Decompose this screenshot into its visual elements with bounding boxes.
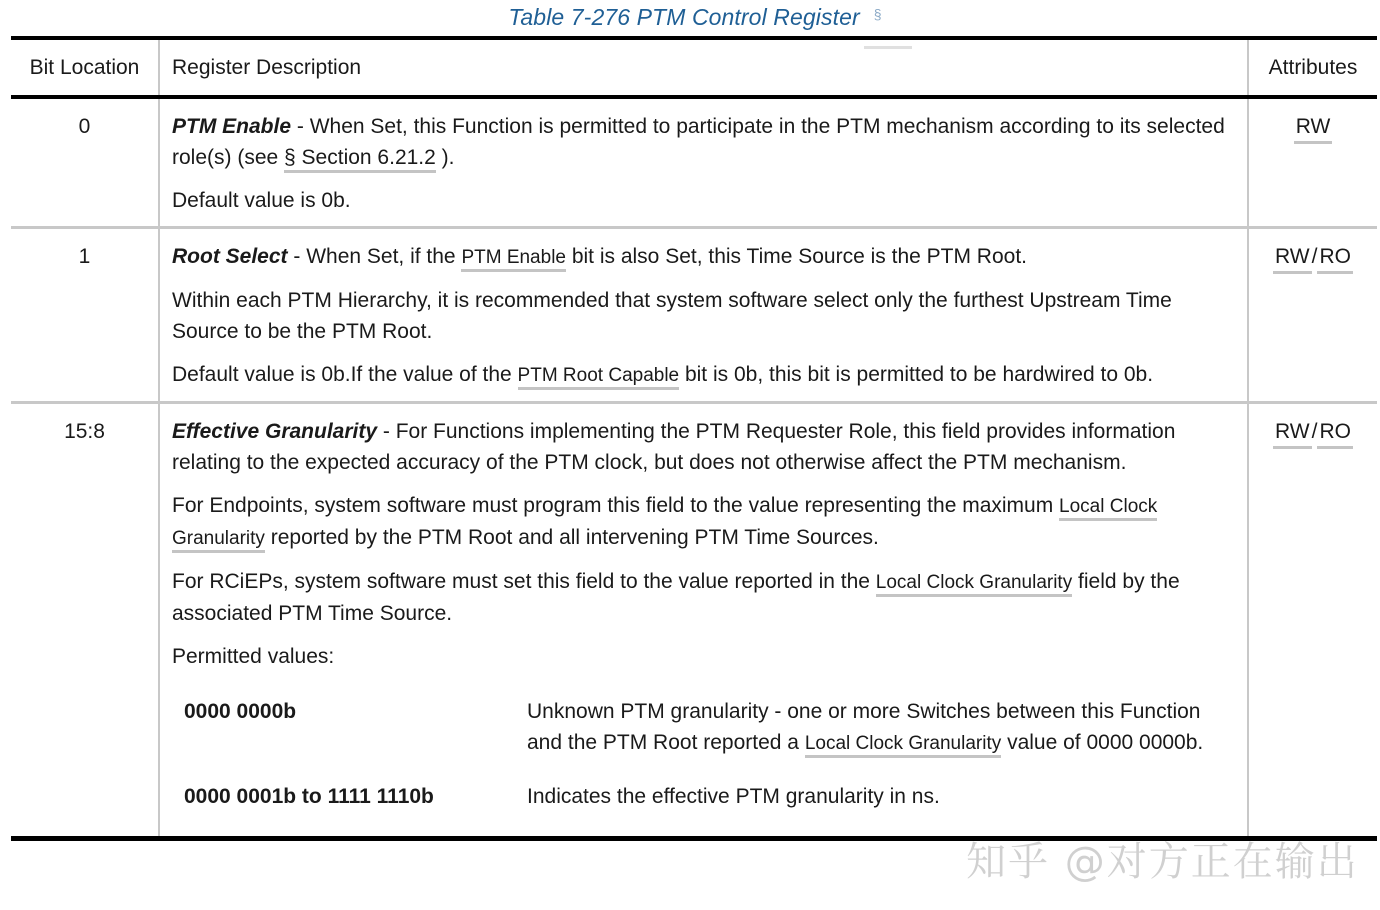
description-text: reported by the PTM Root and all intervening PTM Time Sources. [264,526,879,549]
bit-location-cell: 1 [11,228,159,403]
attribute-link-rw[interactable]: RW [1273,243,1312,274]
description-paragraph [172,566,1235,629]
description-cell [159,228,1248,403]
attribute-link-ro[interactable]: RO [1317,243,1353,274]
permitted-value-row [172,769,1235,822]
description-paragraph [172,359,1235,391]
caption-title: Table 7-276 PTM Control Register [508,4,860,30]
attribute-separator: / [1311,245,1318,268]
permitted-value-code: 0000 0000b [184,700,297,723]
watermark-text: 知乎 @对方正在输出 [966,839,1359,885]
description-cell [159,97,1248,228]
header-register-description: Register Description [159,38,1248,97]
permitted-values-label: Permitted values: [172,645,335,668]
description-paragraph: Within each PTM Hierarchy, it is recommended that system software select only the furthest Upstream Time Source to be the PTM Root. [172,289,1172,343]
description-paragraph [172,111,1235,173]
table-row [11,403,1377,839]
ptm-root-capable-field-link[interactable]: PTM Root Capable [518,365,680,390]
field-name: PTM Enable [172,115,292,138]
description-paragraph [172,241,1235,273]
description-text: - When Set, if the [287,245,462,268]
description-paragraph [172,490,1235,554]
permitted-value-row [172,684,1235,769]
header-attributes: Attributes [1248,38,1377,97]
attribute-separator: / [1311,420,1318,443]
description-text: For RCiEPs, system software must set this field to the value reported in the [172,570,876,593]
description-text: bit is 0b, this bit is permitted to be hardwired to 0b. [679,363,1154,386]
field-name: Root Select [172,245,288,268]
permitted-values-table [172,684,1235,822]
attributes-cell [1248,97,1377,228]
attributes-cell [1248,403,1377,839]
ptm-control-register-table [11,36,1377,841]
description-text: bit is also Set, this Time Source is the PTM Root. [565,245,1027,268]
bit-location-cell: 15:8 [11,403,159,839]
attribute-link-rw[interactable]: RW [1273,418,1312,449]
description-text: Default value is 0b.If the value of the [172,363,518,386]
default-value-text: Default value is 0b. [172,189,351,212]
description-text: ). [435,146,455,169]
description-text: - For Functions implementing the PTM Requester Role, this field provides information relating to the expected accuracy of the PTM clock, but does not otherwise affect the PTM mechanism. [172,420,1176,474]
permitted-value-description [515,684,1235,769]
table-row [11,228,1377,403]
section-reference-link[interactable]: § Section 6.21.2 [284,146,436,173]
bit-location-cell: 0 [78,115,91,138]
header-bit-location: Bit Location [11,38,159,97]
description-text: value of 0000 0000b. [1001,731,1204,754]
description-cell [159,403,1248,839]
attribute-link-ro[interactable]: RO [1317,418,1353,449]
permitted-value-code: 0000 0001b to 1111 1110b [184,785,434,808]
description-text: - When Set, this Function is permitted to participate in the PTM mechanism according to its selected role(s) (see [172,115,1225,169]
description-text: Unknown PTM granularity - one or more Switches between this Function and the PTM Root reported a [527,700,1201,754]
attribute-link-rw[interactable]: RW [1294,113,1333,144]
description-paragraph [172,416,1235,478]
permitted-value-description: Indicates the effective PTM granularity in ns. [527,785,940,808]
attributes-cell [1248,228,1377,403]
local-clock-granularity-link[interactable]: Local Clock Granularity [805,733,1001,758]
description-text: For Endpoints, system software must program this field to the value representing the maximum [172,494,1060,517]
ptm-enable-field-link[interactable]: PTM Enable [461,247,566,272]
local-clock-granularity-link[interactable]: Local Clock Granularity [172,496,1157,553]
table-header-row [11,38,1377,97]
table-row [11,97,1377,228]
table-caption [0,4,1380,31]
section-link-icon[interactable]: § [873,6,882,22]
field-name: Effective Granularity [172,420,378,443]
description-text: field by the associated PTM Time Source. [172,570,1180,625]
local-clock-granularity-link[interactable]: Local Clock Granularity [876,572,1072,597]
